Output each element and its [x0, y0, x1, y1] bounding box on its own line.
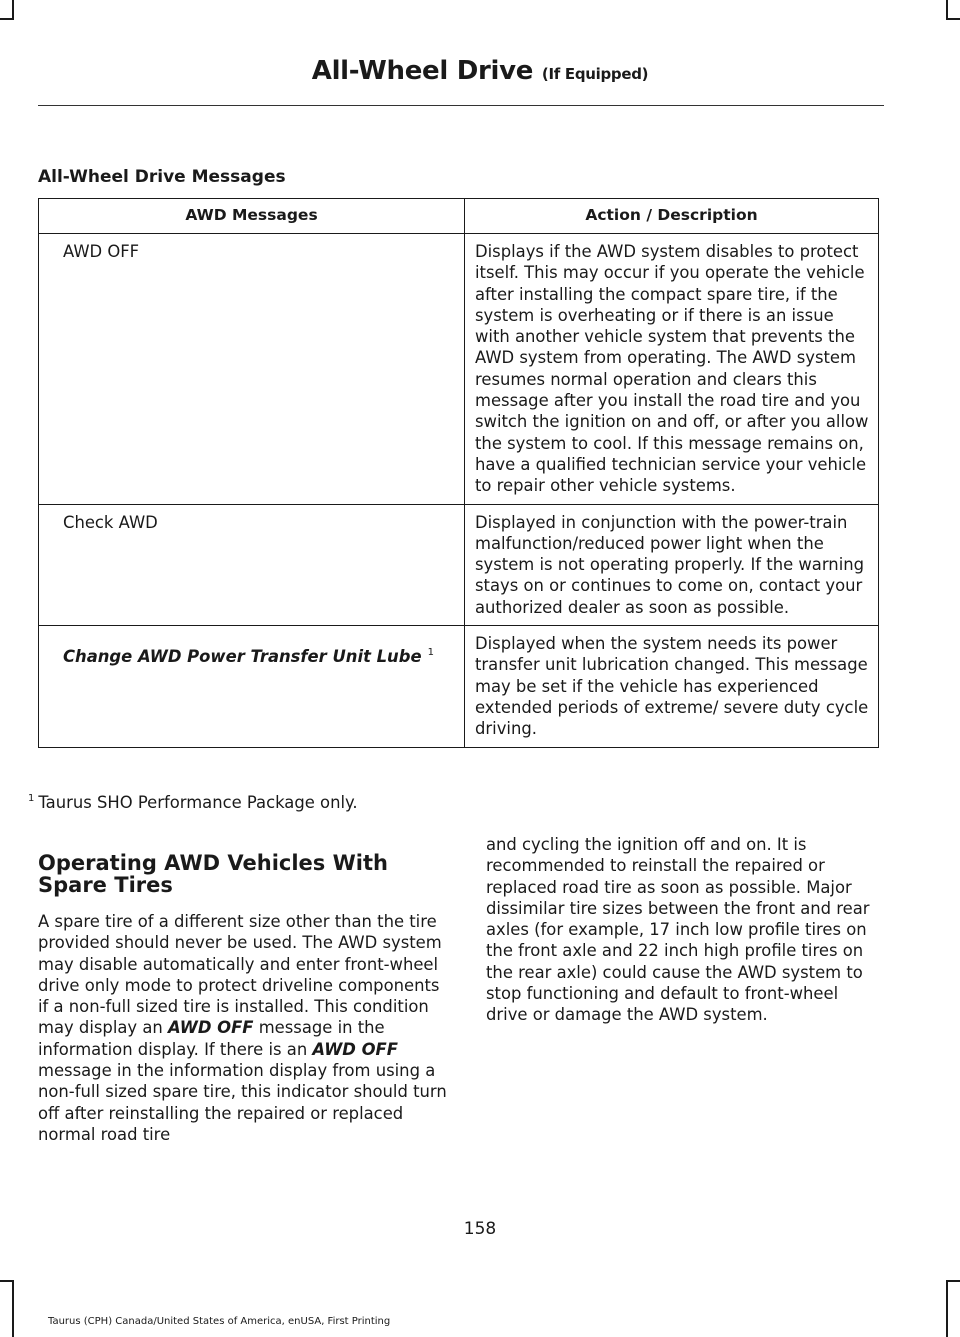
- page-footer: Taurus (CPH) Canada/United States of America, enUSA, First Printing: [48, 1316, 391, 1327]
- section-heading: Operating AWD Vehicles With Spare Tires: [38, 851, 388, 897]
- crop-mark: [946, 1280, 948, 1337]
- awd-off-term: AWD OFF: [312, 1039, 398, 1059]
- footnote-ref: 1: [427, 647, 434, 659]
- page-header: [0, 56, 960, 86]
- table-header-row: [39, 199, 879, 234]
- page-subtitle: (If Equipped): [541, 65, 649, 83]
- column-header-messages: AWD Messages: [39, 199, 465, 234]
- crop-mark: [0, 18, 14, 20]
- body-paragraph-continued: and cycling the ignition off and on. It is recommended to reinstall the repaired or replaced road tire as soon as possible. Major dissimilar tire sizes between the front and rear axles (for example, 17 inch low profile tires on the front axle and 22 inch high profile tires on the rear axle) could cause the AWD system to stop functioning and default to front-wheel drive or damage the AWD system.: [486, 835, 870, 1025]
- footnote-marker: 1: [28, 793, 35, 804]
- paragraph-text: message in the information display from using a non-full sized spare tire, this indicator should turn off after reinstalling the repaired or replaced normal road tire: [38, 1061, 447, 1144]
- body-paragraph: [38, 911, 450, 1145]
- page-title: All-Wheel Drive: [311, 56, 534, 86]
- description-cell: Displayed in conjunction with the power-train malfunction/reduced power light when the system is not operating properly. If the warning stays on or continues to come on, contact your authorized dealer as soon as possible.: [465, 504, 879, 625]
- message-text: Change AWD Power Transfer Unit Lube: [63, 647, 422, 667]
- message-cell: AWD OFF: [39, 234, 465, 505]
- crop-mark: [946, 18, 960, 20]
- table-row: [39, 504, 879, 625]
- paragraph-text: message in the information display. If there is an: [38, 1018, 385, 1059]
- message-cell: [39, 626, 465, 747]
- paragraph-text: A spare tire of a different size other than the tire provided should never be used. The AWD system may disable automatically and enter front-wheel drive only mode to protect driveline components if a non-full sized tire is installed. This condition may display an: [38, 912, 442, 1038]
- crop-mark: [12, 1280, 14, 1337]
- description-cell: Displayed when the system needs its power transfer unit lubrication changed. This message may be set if the vehicle has experienced extended periods of extreme/ severe duty cycle driving.: [465, 626, 879, 747]
- table-row: [39, 234, 879, 505]
- description-cell: Displays if the AWD system disables to protect itself. This may occur if you operate the vehicle after installing the compact spare tire, if the system is overheating or if there is an issue with another vehicle system that prevents the AWD system from operating. The AWD system resumes normal operation and clears this message after you install the road tire and you switch the ignition on and off, or after you allow the system to cool. If this message remains on, have a qualified technician service your vehicle to repair other vehicle systems.: [465, 234, 879, 505]
- footnote-text: Taurus SHO Performance Package only.: [38, 793, 358, 812]
- crop-mark: [946, 1280, 960, 1282]
- page-number: 158: [463, 1219, 497, 1239]
- section-title: All-Wheel Drive Messages: [38, 167, 286, 187]
- table-row: [39, 626, 879, 747]
- crop-mark: [946, 0, 948, 20]
- crop-mark: [12, 0, 14, 20]
- awd-messages-table: [38, 198, 879, 748]
- message-cell: Check AWD: [39, 504, 465, 625]
- table-footnote: [28, 793, 358, 812]
- crop-mark: [0, 1280, 14, 1282]
- awd-off-term: AWD OFF: [167, 1018, 254, 1038]
- header-divider: [38, 105, 884, 106]
- column-header-description: Action / Description: [465, 199, 879, 234]
